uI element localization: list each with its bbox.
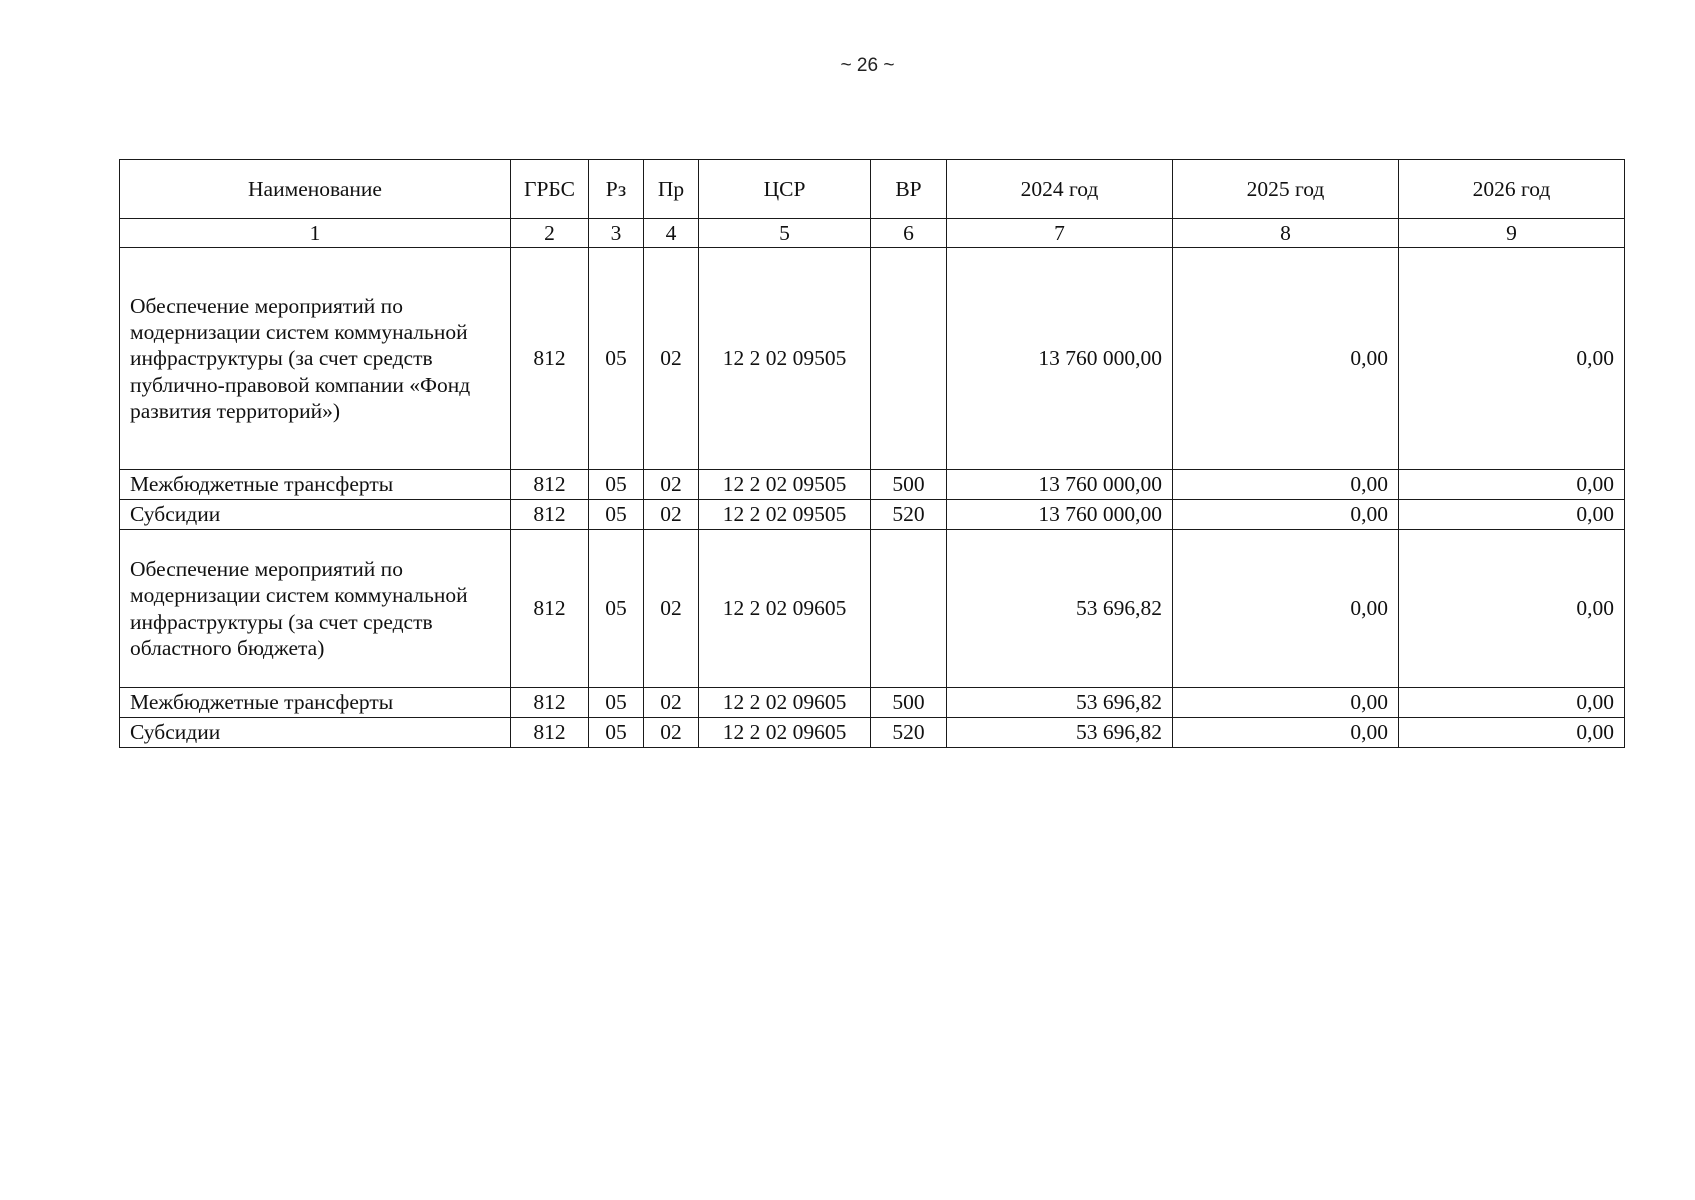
cell-rz: 05 (589, 530, 644, 688)
cell-2025: 0,00 (1173, 530, 1399, 688)
cell-2026: 0,00 (1399, 500, 1625, 530)
header-vr: ВР (871, 160, 947, 219)
table-row (120, 500, 1625, 530)
cell-csr: 12 2 02 09505 (699, 248, 871, 470)
cell-2026: 0,00 (1399, 718, 1625, 748)
cell-rz: 05 (589, 470, 644, 500)
cell-pr: 02 (644, 248, 699, 470)
cell-pr: 02 (644, 470, 699, 500)
cell-name: Межбюджетные трансферты (120, 688, 511, 718)
cell-name: Субсидии (120, 718, 511, 748)
table-row (120, 248, 1625, 470)
column-number: 3 (589, 219, 644, 248)
cell-pr: 02 (644, 500, 699, 530)
cell-csr: 12 2 02 09505 (699, 500, 871, 530)
column-number: 5 (699, 219, 871, 248)
cell-2024: 13 760 000,00 (947, 500, 1173, 530)
header-2024: 2024 год (947, 160, 1173, 219)
cell-2026: 0,00 (1399, 248, 1625, 470)
cell-name: Межбюджетные трансферты (120, 470, 511, 500)
cell-2024: 53 696,82 (947, 530, 1173, 688)
table-row (120, 470, 1625, 500)
column-number: 7 (947, 219, 1173, 248)
cell-pr: 02 (644, 688, 699, 718)
cell-rz: 05 (589, 718, 644, 748)
header-rz: Рз (589, 160, 644, 219)
cell-grbs: 812 (511, 688, 589, 718)
cell-vr: 520 (871, 500, 947, 530)
cell-2025: 0,00 (1173, 470, 1399, 500)
column-number: 6 (871, 219, 947, 248)
cell-grbs: 812 (511, 500, 589, 530)
cell-csr: 12 2 02 09505 (699, 470, 871, 500)
table-row (120, 718, 1625, 748)
cell-grbs: 812 (511, 248, 589, 470)
cell-vr (871, 530, 947, 688)
column-number: 2 (511, 219, 589, 248)
cell-2026: 0,00 (1399, 470, 1625, 500)
header-grbs: ГРБС (511, 160, 589, 219)
column-number: 1 (120, 219, 511, 248)
column-number: 8 (1173, 219, 1399, 248)
header-name: Наименование (120, 160, 511, 219)
column-number-row (120, 219, 1625, 248)
column-number: 9 (1399, 219, 1625, 248)
header-row (120, 160, 1625, 219)
cell-vr: 500 (871, 688, 947, 718)
cell-2024: 13 760 000,00 (947, 248, 1173, 470)
cell-rz: 05 (589, 688, 644, 718)
header-2026: 2026 год (1399, 160, 1625, 219)
cell-pr: 02 (644, 718, 699, 748)
cell-grbs: 812 (511, 470, 589, 500)
table-row (120, 688, 1625, 718)
cell-rz: 05 (589, 248, 644, 470)
cell-pr: 02 (644, 530, 699, 688)
header-2025: 2025 год (1173, 160, 1399, 219)
cell-csr: 12 2 02 09605 (699, 718, 871, 748)
cell-2024: 13 760 000,00 (947, 470, 1173, 500)
budget-table (119, 159, 1625, 748)
header-pr: Пр (644, 160, 699, 219)
cell-2024: 53 696,82 (947, 718, 1173, 748)
cell-csr: 12 2 02 09605 (699, 688, 871, 718)
cell-2026: 0,00 (1399, 530, 1625, 688)
cell-vr: 520 (871, 718, 947, 748)
cell-2025: 0,00 (1173, 688, 1399, 718)
cell-name: Субсидии (120, 500, 511, 530)
cell-2025: 0,00 (1173, 500, 1399, 530)
cell-vr (871, 248, 947, 470)
cell-2024: 53 696,82 (947, 688, 1173, 718)
cell-name: Обеспечение мероприятий по модернизации систем коммунальной инфраструктуры (за счет средств публично-правовой компании «Фонд развития территорий») (120, 248, 511, 470)
cell-grbs: 812 (511, 718, 589, 748)
cell-vr: 500 (871, 470, 947, 500)
cell-csr: 12 2 02 09605 (699, 530, 871, 688)
page-number: ~ 26 ~ (840, 55, 895, 76)
header-csr: ЦСР (699, 160, 871, 219)
cell-rz: 05 (589, 500, 644, 530)
table-row (120, 530, 1625, 688)
cell-2025: 0,00 (1173, 248, 1399, 470)
cell-name: Обеспечение мероприятий по модернизации систем коммунальной инфраструктуры (за счет средств областного бюджета) (120, 530, 511, 688)
column-number: 4 (644, 219, 699, 248)
cell-2026: 0,00 (1399, 688, 1625, 718)
cell-2025: 0,00 (1173, 718, 1399, 748)
cell-grbs: 812 (511, 530, 589, 688)
